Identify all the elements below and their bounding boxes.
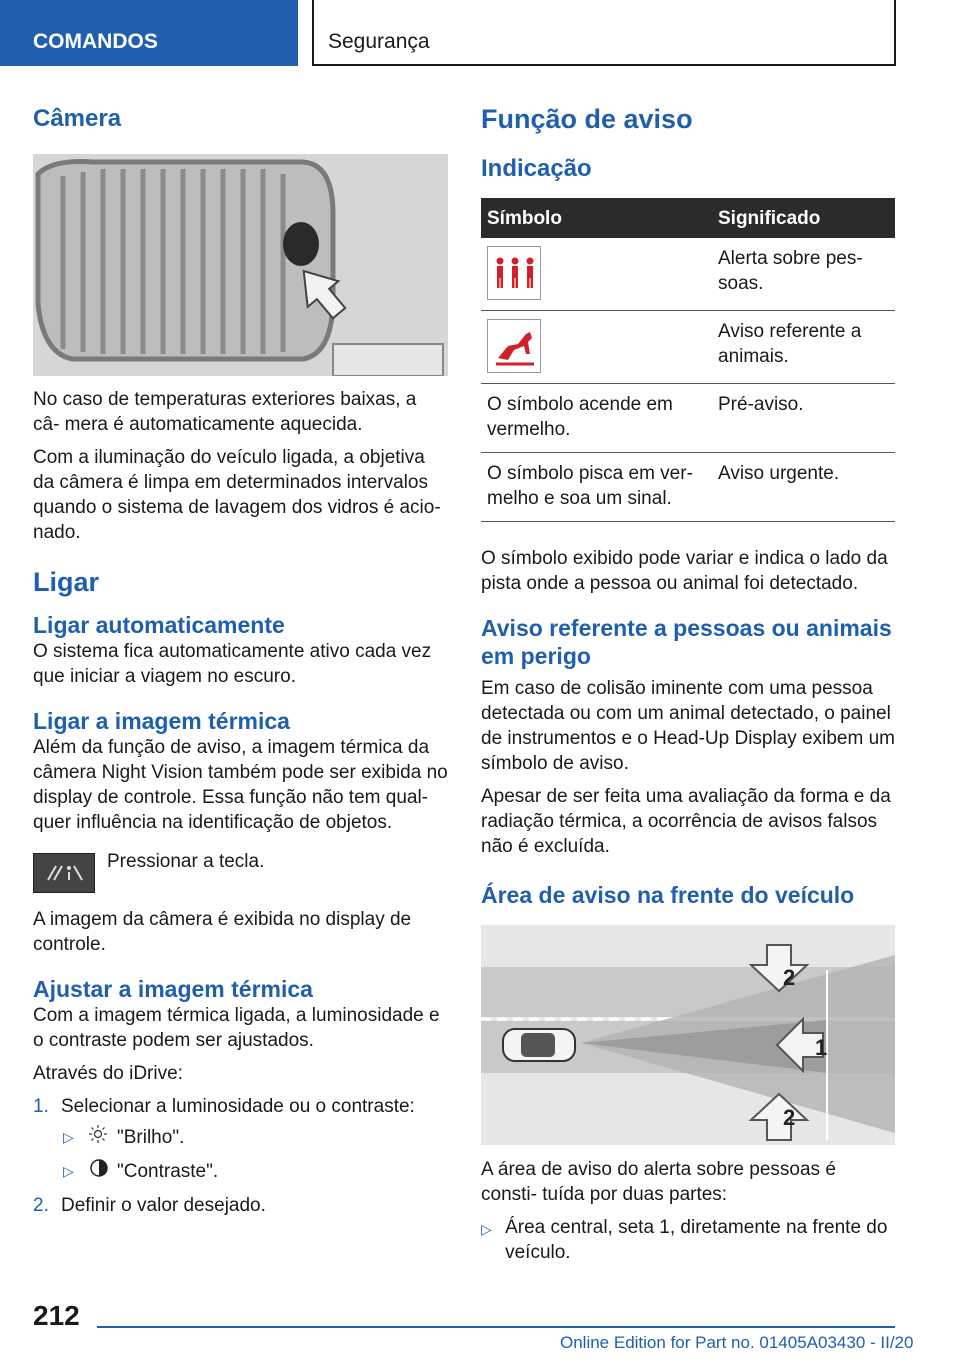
table-cell-symbol: O símbolo pisca em ver- melho e soa um sinal. xyxy=(481,453,712,522)
camera-paragraph-1: No caso de temperaturas exteriores baixas, a câ- mera é automaticamente aquecida. xyxy=(33,389,417,435)
warning-function-heading: Função de aviso xyxy=(481,104,693,134)
press-key-text: Pressionar a tecla. xyxy=(107,851,265,872)
danger-heading: Aviso referente a pessoas ou animais em perigo xyxy=(481,615,892,669)
animal-warning-icon xyxy=(487,319,541,373)
sun-icon xyxy=(89,1125,117,1150)
auto-paragraph: O sistema fica automaticamente ativo cada vez que iniciar a viagem no escuro. xyxy=(33,641,432,687)
idrive-paragraph: Através do iDrive: xyxy=(33,1063,183,1084)
night-vision-icon xyxy=(44,862,84,884)
right-column xyxy=(481,98,895,1265)
step-text: Selecionar a luminosidade ou o contraste: xyxy=(61,1096,415,1117)
step-text: Definir o valor desejado. xyxy=(61,1195,266,1216)
table-cell-meaning: Alerta sobre pes- soas. xyxy=(712,238,895,311)
thermal-paragraph: Além da função de aviso, a imagem térmica da câmera Night Vision também pode ser exibida no display de controle. Essa função não tem qual- quer influência na identificação de objetos. xyxy=(33,737,448,833)
contrast-label: "Contraste". xyxy=(117,1161,219,1182)
camera-grille-image xyxy=(33,154,448,376)
step-number: 1. xyxy=(33,1096,49,1117)
ligar-heading: Ligar xyxy=(33,567,100,597)
step-number: 2. xyxy=(33,1195,49,1216)
indication-heading: Indicação xyxy=(481,155,592,182)
night-vision-key-icon xyxy=(33,853,95,893)
bullet-item xyxy=(481,1215,895,1265)
road-diagram xyxy=(481,925,895,1145)
triangle-bullet-icon: ▷ xyxy=(63,1129,74,1145)
table-cell-meaning: Pré-aviso. xyxy=(712,384,895,453)
area-heading: Área de aviso na frente do veículo xyxy=(481,882,855,908)
triangle-bullet-icon: ▷ xyxy=(481,1221,492,1237)
camera-paragraph-2: Com a iluminação do veículo ligada, a objetiva da câmera é limpa em determinados intervalos quando o sistema de lavagem dos vidros é acio- nado. xyxy=(33,447,441,543)
adjust-heading: Ajustar a imagem térmica xyxy=(33,976,313,1002)
warning-area-diagram xyxy=(481,925,895,1145)
section-tab: COMANDOS xyxy=(0,0,298,66)
contrast-icon xyxy=(89,1158,117,1185)
arrow-label-mid: 1 xyxy=(815,1035,828,1060)
adjust-paragraph: Com a imagem térmica ligada, a luminosidade e o contraste podem ser ajustados. xyxy=(33,1005,440,1051)
table-row xyxy=(481,238,895,311)
thermal-heading: Ligar a imagem térmica xyxy=(33,708,290,734)
brightness-item xyxy=(63,1125,448,1150)
bullet-text: Área central, seta 1, diretamente na frente do veículo. xyxy=(505,1217,888,1263)
table-cell-meaning: Aviso urgente. xyxy=(712,453,895,522)
table-cell xyxy=(481,238,712,311)
danger-paragraph-2: Apesar de ser feita uma avaliação da forma e da radiação térmica, a ocorrência de avisos falsos não é excluída. xyxy=(481,786,891,857)
area-paragraph: A área de aviso do alerta sobre pessoas é consti- tuída por duas partes: xyxy=(481,1159,836,1205)
table-header-meaning: Significado xyxy=(712,198,895,238)
chapter-tab: Segurança xyxy=(312,0,896,66)
arrow-label-bottom: 2 xyxy=(783,1105,796,1130)
pedestrian-warning-icon xyxy=(487,246,541,300)
symbol-paragraph: O símbolo exibido pode variar e indica o lado da pista onde a pessoa ou animal foi detectado. xyxy=(481,548,888,594)
table-row xyxy=(481,311,895,384)
arrow-label-top: 2 xyxy=(783,965,796,990)
brightness-label: "Brilho". xyxy=(117,1127,185,1148)
danger-paragraph-1: Em caso de colisão iminente com uma pessoa detectada ou com um animal detectado, o painel de instrumentos e o Head-Up Display exibem um símbolo de aviso. xyxy=(481,678,895,774)
page-number: 212 xyxy=(33,1300,80,1331)
table-row xyxy=(481,384,895,453)
key-row xyxy=(33,849,448,893)
edition-text: Online Edition for Part no. 01405A03430 - II/20 xyxy=(560,1333,914,1352)
contrast-item xyxy=(63,1158,448,1185)
car-icon xyxy=(503,1029,575,1061)
auto-heading: Ligar automaticamente xyxy=(33,612,285,638)
symbol-table xyxy=(481,198,895,522)
step-2 xyxy=(33,1193,448,1218)
table-cell-symbol: O símbolo acende em vermelho. xyxy=(481,384,712,453)
table-row xyxy=(481,453,895,522)
camera-heading: Câmera xyxy=(33,105,122,132)
left-column xyxy=(33,98,448,1218)
table-cell-meaning: Aviso referente a animais. xyxy=(712,311,895,384)
footer-rule xyxy=(97,1326,895,1328)
table-cell xyxy=(481,311,712,384)
grille-illustration xyxy=(33,154,448,376)
triangle-bullet-icon: ▷ xyxy=(63,1163,74,1179)
thermal-paragraph-2: A imagem da câmera é exibida no display de controle. xyxy=(33,909,412,955)
step-1 xyxy=(33,1094,448,1119)
table-header-symbol: Símbolo xyxy=(481,198,712,238)
